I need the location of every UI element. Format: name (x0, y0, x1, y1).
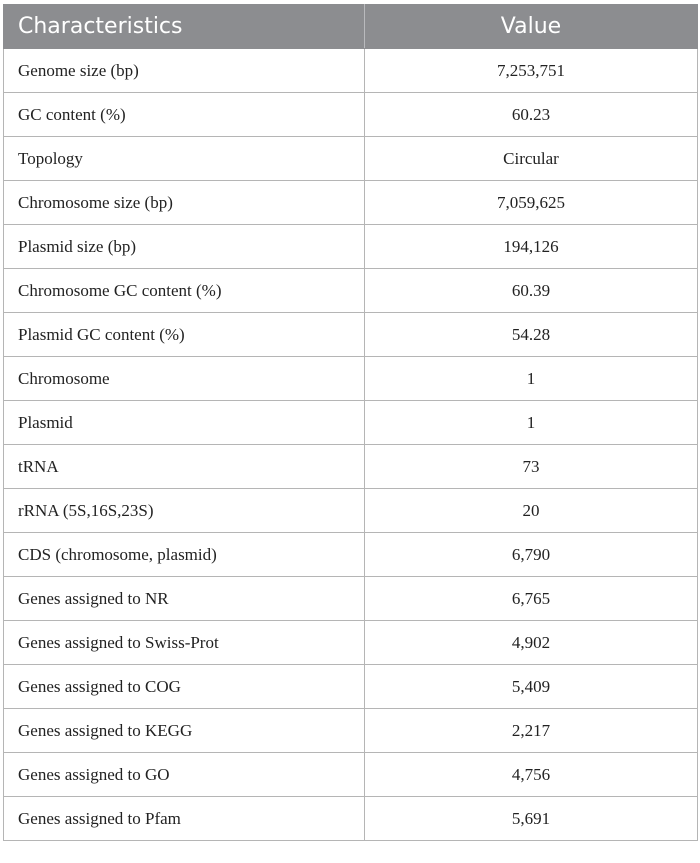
characteristic-cell: Genes assigned to Pfam (4, 797, 365, 841)
value-cell: 7,059,625 (365, 181, 698, 225)
characteristic-cell: CDS (chromosome, plasmid) (4, 533, 365, 577)
value-cell: 73 (365, 445, 698, 489)
characteristic-cell: tRNA (4, 445, 365, 489)
characteristic-cell: rRNA (5S,16S,23S) (4, 489, 365, 533)
table-row (4, 753, 698, 797)
table-row (4, 313, 698, 357)
value-cell: Circular (365, 137, 698, 181)
table-row (4, 533, 698, 577)
characteristic-cell: Genome size (bp) (4, 49, 365, 93)
value-cell: 4,756 (365, 753, 698, 797)
table-row (4, 225, 698, 269)
value-cell: 20 (365, 489, 698, 533)
characteristic-cell: Genes assigned to Swiss-Prot (4, 621, 365, 665)
table-header (4, 5, 698, 49)
table-row (4, 49, 698, 93)
column-header-characteristics: Characteristics (4, 5, 365, 49)
value-cell: 6,765 (365, 577, 698, 621)
value-cell: 7,253,751 (365, 49, 698, 93)
genome-characteristics-table (3, 4, 698, 841)
value-cell: 60.23 (365, 93, 698, 137)
table-row (4, 137, 698, 181)
characteristic-cell: Chromosome size (bp) (4, 181, 365, 225)
characteristic-cell: Genes assigned to COG (4, 665, 365, 709)
value-cell: 1 (365, 401, 698, 445)
characteristic-cell: Topology (4, 137, 365, 181)
value-cell: 5,409 (365, 665, 698, 709)
value-cell: 60.39 (365, 269, 698, 313)
table-row (4, 269, 698, 313)
value-cell: 6,790 (365, 533, 698, 577)
characteristic-cell: Plasmid GC content (%) (4, 313, 365, 357)
table-row (4, 401, 698, 445)
characteristic-cell: Genes assigned to NR (4, 577, 365, 621)
table-row (4, 93, 698, 137)
table-row (4, 797, 698, 841)
value-cell: 5,691 (365, 797, 698, 841)
characteristic-cell: Genes assigned to GO (4, 753, 365, 797)
value-cell: 1 (365, 357, 698, 401)
table-row (4, 489, 698, 533)
table-row (4, 709, 698, 753)
characteristic-cell: Chromosome (4, 357, 365, 401)
column-header-value: Value (365, 5, 698, 49)
table-body (4, 49, 698, 841)
characteristic-cell: Plasmid (4, 401, 365, 445)
table-row (4, 621, 698, 665)
table-row (4, 357, 698, 401)
value-cell: 194,126 (365, 225, 698, 269)
table-row (4, 181, 698, 225)
characteristic-cell: Genes assigned to KEGG (4, 709, 365, 753)
characteristic-cell: Chromosome GC content (%) (4, 269, 365, 313)
value-cell: 2,217 (365, 709, 698, 753)
header-row (4, 5, 698, 49)
table-row (4, 577, 698, 621)
table-row (4, 665, 698, 709)
characteristic-cell: GC content (%) (4, 93, 365, 137)
characteristic-cell: Plasmid size (bp) (4, 225, 365, 269)
table-row (4, 445, 698, 489)
value-cell: 4,902 (365, 621, 698, 665)
value-cell: 54.28 (365, 313, 698, 357)
